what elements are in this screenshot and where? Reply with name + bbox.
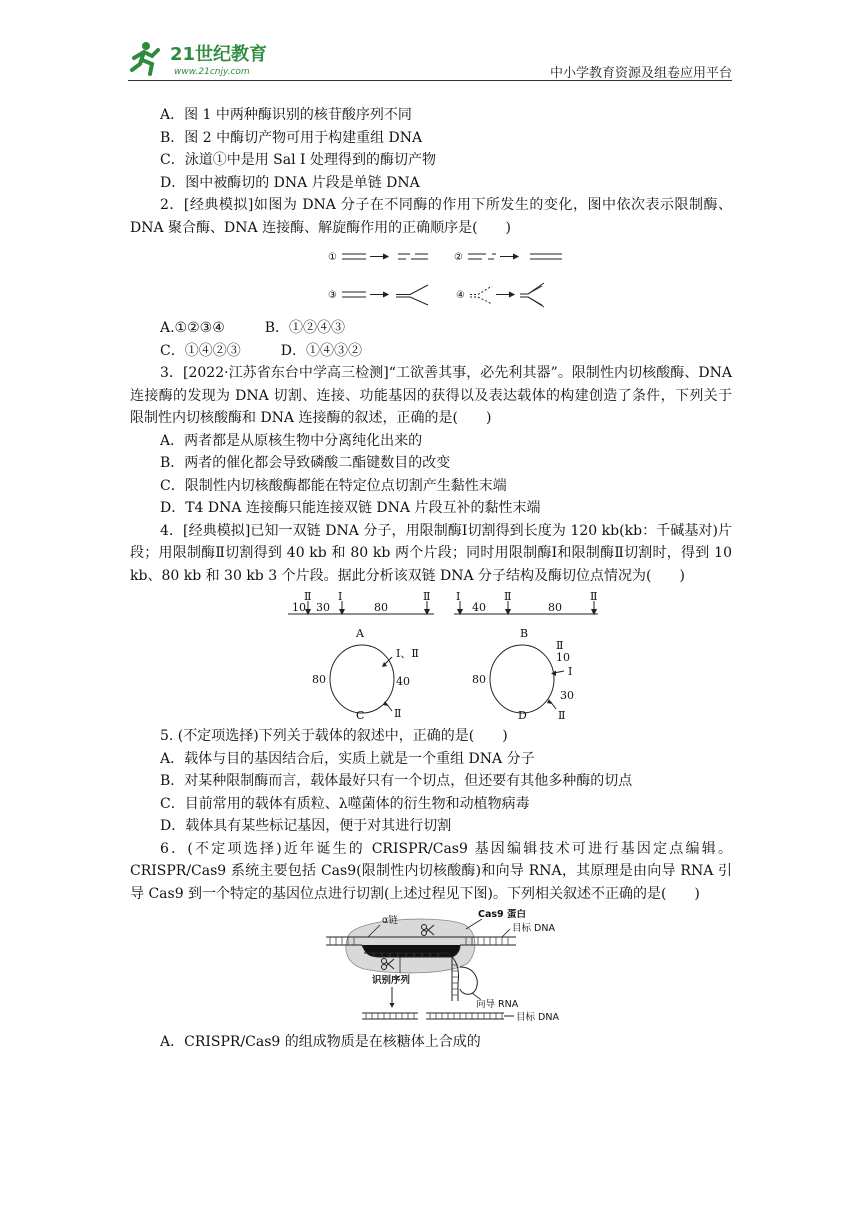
q3-option-d: D．T4 DNA 连接酶只能连接双链 DNA 片段互补的黏性末端 — [160, 500, 541, 516]
q4b-site-1: Ⅰ — [456, 591, 461, 603]
platform-name: 中小学教育资源及组卷应用平台 — [549, 66, 732, 81]
q2-options-row1 — [130, 317, 732, 340]
logo-text: 21世纪教育 — [170, 44, 268, 65]
q1-option-a: A．图 1 中两种酶识别的核苷酸序列不同 — [160, 107, 412, 123]
q4b-seg-1: 40 — [472, 601, 486, 614]
q6-label-target: 目标 DNA — [512, 923, 555, 934]
q6-label-target2: 目标 DNA — [516, 1012, 559, 1023]
q2-option-d: D．①④③② — [280, 342, 362, 359]
q4b-letter: B — [520, 627, 529, 640]
logo — [128, 38, 298, 78]
q3-option-c: C．限制性内切核酸酶都能在特定位点切割产生黏性末端 — [160, 477, 507, 494]
q1-option-b: B．图 2 中酶切产物可用于构建重组 DNA — [160, 129, 423, 146]
q4-figure-c — [312, 645, 419, 720]
q4a-seg-1: 10 — [292, 601, 306, 614]
q3-option-b: B．两者的催化都会导致磷酸二酯键数目的改变 — [160, 455, 451, 471]
q4a-letter: A — [356, 627, 364, 640]
q4a-seg-2: 30 — [316, 601, 330, 614]
q1-option-d: D．图中被酶切的 DNA 片段是单链 DNA — [160, 174, 420, 191]
q4a-seg-3: 80 — [374, 601, 388, 614]
q4d-right: 30 — [560, 689, 574, 702]
q4-figure — [130, 591, 732, 721]
q4a-site-3: Ⅱ — [423, 591, 431, 603]
header-divider — [128, 80, 732, 81]
q2-label-4: ④ — [456, 290, 465, 301]
q4b-site-3: Ⅱ — [590, 591, 598, 603]
q6-figure — [130, 909, 732, 1027]
runner-icon — [132, 42, 158, 74]
q4c-letter: C — [356, 709, 365, 721]
q4c-site-top: Ⅰ、Ⅱ — [396, 647, 419, 660]
q4d-site-top: Ⅱ — [556, 639, 564, 652]
q5-stem: 5. (不定项选择)下列关于载体的叙述中，正确的是( ) — [160, 728, 508, 744]
q4d-letter: D — [518, 709, 527, 721]
q3-stem: 3．[2022·江苏省东台中学高三检测]“工欲善其事，必先利其器”。限制性内切核酸酶、DNA 连接酶的发现为 DNA 切割、连接、功能基因的获得以及表达载体的构建创造了条件，下列关于限制性内切核酸酶和 DNA 连接酶的叙述，正确的是( ) — [130, 365, 732, 426]
q2-option-b: B．①②④③ — [264, 320, 346, 336]
q2-stem: 2．[经典模拟]如图为 DNA 分子在不同酶的作用下所发生的变化，图中依次表示限制酶、DNA 聚合酶、DNA 连接酶、解旋酶作用的正确顺序是( ) — [130, 197, 732, 236]
q4c-site-bottom: Ⅱ — [394, 707, 402, 720]
q4d-site-mid: Ⅰ — [568, 665, 573, 678]
q5-option-d: D．载体具有某些标记基因，便于对其进行切割 — [160, 818, 452, 834]
q4-stem: 4．[经典模拟]已知一双链 DNA 分子，用限制酶Ⅰ切割得到长度为 120 kb(kb：千碱基对)片段；用限制酶Ⅱ切割得到 40 kb 和 80 kb 两个片段；同时用限制酶Ⅰ和限制酶Ⅱ切割时，得到 10 kb、80 kb 和 30 kb 3 个片段。据此分析该双链 DNA 分子结构及酶切位点情况为( ) — [130, 522, 732, 584]
q4-figure-b — [454, 591, 598, 640]
logo-url: www.21cnjy.com — [174, 67, 250, 77]
q1-option-c: C．泳道①中是用 Sal Ⅰ 处理得到的酶切产物 — [160, 152, 437, 168]
q2-option-c: C．①④②③ — [160, 342, 241, 359]
q6-label-alpha: α链 — [382, 915, 398, 926]
q6-label-cas9: Cas9 蛋白 — [478, 909, 526, 920]
q5-option-b: B．对某种限制酶而言，载体最好只有一个切点，但还要有其他多种酶的切点 — [160, 773, 633, 789]
q5-option-a: A．载体与目的基因结合后，实质上就是一个重组 DNA 分子 — [160, 750, 535, 767]
q2-label-1: ① — [328, 252, 337, 263]
q3-option-a: A．两者都是从原核生物中分离纯化出来的 — [160, 432, 423, 449]
q4a-site-1: Ⅱ — [304, 591, 312, 603]
q2-options-row2 — [130, 340, 732, 363]
page-header — [128, 38, 732, 82]
q4a-site-2: Ⅰ — [338, 591, 343, 603]
q4d-left: 80 — [472, 673, 486, 686]
q2-figure — [130, 243, 732, 313]
q6-label-recog: 识别序列 — [372, 975, 411, 986]
q4d-site-bottom: Ⅱ — [558, 709, 566, 721]
q2-label-2: ② — [454, 252, 463, 263]
q6-option-a: A．CRISPR/Cas9 的组成物质是在核糖体上合成的 — [160, 1034, 481, 1050]
q2-option-a: A.①②③④ — [160, 320, 225, 336]
q5-option-c: C．目前常用的载体有质粒、λ噬菌体的衍生物和动植物病毒 — [160, 795, 530, 812]
q6-label-guide: 向导 RNA — [476, 999, 519, 1010]
q4-figure-a — [288, 591, 434, 640]
q4d-right-top: 10 — [556, 651, 570, 664]
q2-label-3: ③ — [328, 290, 337, 301]
q4c-right: 40 — [396, 675, 410, 688]
page-content — [130, 104, 732, 1054]
q4b-seg-2: 80 — [548, 601, 562, 614]
q6-stem: 6．(不定项选择)近年诞生的 CRISPR/Cas9 基因编辑技术可进行基因定点编辑。CRISPR/Cas9 系统主要包括 Cas9(限制性内切核酸酶)和向导 RNA，其原理是由向导 RNA 引导 Cas9 到一个特定的基因位点进行切割(上述过程见下图)。下列相关叙述不正确的是( ) — [130, 840, 732, 902]
q4b-site-2: Ⅱ — [504, 591, 512, 603]
q4c-left: 80 — [312, 673, 326, 686]
